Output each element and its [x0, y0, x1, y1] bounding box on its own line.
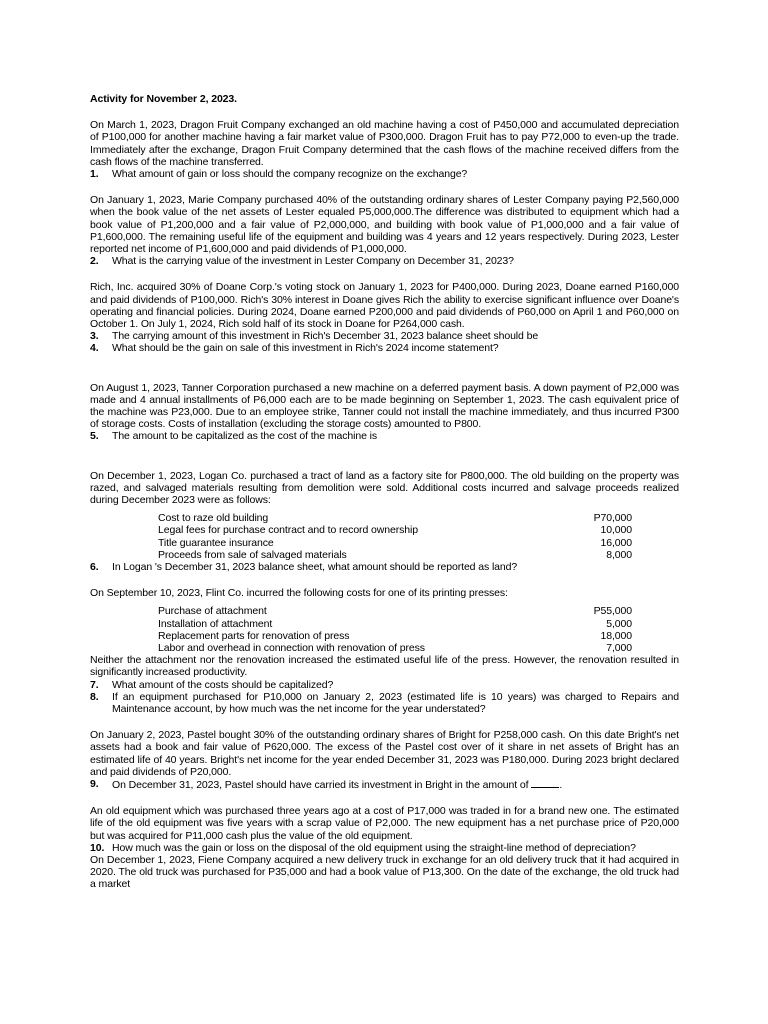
table-row	[158, 512, 632, 524]
question-text-wrap	[112, 778, 679, 791]
table-row	[158, 537, 632, 549]
question-number: 1.	[90, 168, 99, 181]
question-text: On December 31, 2023, Pastel should have carried its investment in Bright in the amount of	[112, 779, 529, 792]
problem-2-text: On January 1, 2023, Marie Company purchased 40% of the outstanding ordinary shares of Lester Company paying P2,560,000 when the book value of the net assets of Lester equaled P5,000,000.The difference was distributed to equipment which had a book value of P1,200,000 and a fair value of P2,000,000, and building with book value of P1,000,000 and a fair value of P1,600,000. The remaining useful life of the equipment and building was 4 years and 12 years respectively. During 2023, Lester reported net income of P1,600,000 and paid dividends of P1,000,000.	[90, 194, 679, 256]
question-text: What amount of gain or loss should the company recognize on the exchange?	[112, 168, 468, 181]
question-8	[90, 691, 679, 715]
question-number: 7.	[90, 678, 99, 691]
question-text: The carrying amount of this investment in Rich's December 31, 2023 balance sheet should be	[112, 330, 539, 343]
answer-blank	[531, 778, 559, 788]
question-10	[90, 842, 679, 854]
question-number: 6.	[90, 561, 99, 574]
problem-4-text: On August 1, 2023, Tanner Corporation purchased a new machine on a deferred payment basis. A down payment of P2,000 was made and 4 annual installments of P6,000 each are to be made beginning on September 1, 2023. The cash equivalent price of the machine was P23,000. Due to an employee strike, Tanner could not install the machine immediately, and thus incurred P300 of storage costs. Costs of installation (excluding the storage costs) amounted to P800.	[90, 381, 679, 431]
question-3	[90, 330, 679, 342]
table-row	[158, 524, 632, 536]
problem-1-text: On March 1, 2023, Dragon Fruit Company exchanged an old machine having a cost of P450,000 and accumulated depreciation of P100,000 for another machine having a fair market value of P300,000. Dragon Fruit has to pay P72,000 to even-up the trade. Immediately after the exchange, Dragon Fruit Company determined that the cash flows of the machine received differs from the cash flows of the machine transferred.	[90, 119, 679, 168]
question-9	[90, 778, 679, 791]
question-number: 10.	[90, 841, 105, 854]
row-amount: P55,000	[593, 605, 632, 618]
question-5	[90, 430, 679, 442]
row-amount: 5,000	[606, 617, 632, 630]
document-body	[90, 93, 679, 891]
table-row	[158, 642, 632, 654]
question-2	[90, 255, 679, 267]
activity-title: Activity for November 2, 2023.	[90, 93, 237, 105]
table-row	[158, 605, 632, 617]
table-row	[158, 549, 632, 561]
row-amount: 16,000	[600, 536, 632, 549]
question-number: 4.	[90, 342, 99, 355]
row-amount: 8,000	[606, 548, 632, 561]
press-cost-table	[158, 605, 632, 654]
question-1	[90, 168, 679, 180]
question-number: 2.	[90, 255, 99, 268]
row-amount: P70,000	[593, 512, 632, 525]
problem-11-text: On December 1, 2023, Fiene Company acquired a new delivery truck in exchange for an old delivery truck that it had acquired in 2020. The old truck was purchased for P35,000 and had a book value of P13,300. On the date of the exchange, the old truck had a market	[90, 854, 679, 891]
row-label: Title guarantee insurance	[158, 536, 274, 549]
question-suffix: .	[559, 779, 563, 792]
question-number: 9.	[90, 778, 99, 791]
row-amount: 7,000	[606, 642, 632, 654]
question-text: In Logan 's December 31, 2023 balance sheet, what amount should be reported as land?	[112, 561, 518, 574]
question-text: If an equipment purchased for P10,000 on January 2, 2023 (estimated life is 10 years) was charged to Repairs and Maintenance account, by how much was the net income for the year understated?	[112, 690, 679, 715]
row-amount: 10,000	[600, 524, 632, 537]
problem-5-text: On December 1, 2023, Logan Co. purchased a tract of land as a factory site for P800,000. The old building on the property was razed, and salvaged materials resulting from demolition were sold. Additional costs incurred and salvage proceeds realized during December 2023 were as follows:	[90, 469, 679, 507]
question-text: How much was the gain or loss on the disposal of the old equipment using the straight-line method of depreciation?	[112, 841, 636, 854]
row-label: Cost to raze old building	[158, 512, 269, 525]
row-label: Labor and overhead in connection with renovation of press	[158, 642, 425, 654]
question-6	[90, 561, 679, 573]
row-label: Legal fees for purchase contract and to record ownership	[158, 524, 418, 537]
problem-8-text: An old equipment which was purchased three years ago at a cost of P17,000 was traded in for a brand new one. The estimated life of the old equipment was five years with a scrap value of P2,000. The new equipment has a net purchase price of P20,000 but was acquired for P11,000 cash plus the value of the old equipment.	[90, 805, 679, 842]
row-amount: 18,000	[600, 629, 632, 642]
question-text: What should be the gain on sale of this investment in Rich's 2024 income statement?	[112, 342, 499, 355]
question-text: The amount to be capitalized as the cost of the machine is	[112, 430, 378, 443]
row-label: Purchase of attachment	[158, 605, 267, 618]
question-4	[90, 342, 679, 354]
question-text: What amount of the costs should be capitalized?	[112, 678, 334, 691]
row-label: Proceeds from sale of salvaged materials	[158, 548, 347, 561]
problem-6-text: On September 10, 2023, Flint Co. incurred the following costs for one of its printing presses:	[90, 587, 508, 600]
row-label: Installation of attachment	[158, 617, 273, 630]
problem-3-text: Rich, Inc. acquired 30% of Doane Corp.'s voting stock on January 1, 2023 for P400,000. During 2023, Doane earned P160,000 and paid dividends of P100,000. Rich's 30% interest in Doane gives Rich the ability to exercise significant influence over Doane's operating and financial policies. During 2024, Doane earned P200,000 and paid dividends of P60,000 on April 1 and P60,000 on October 1. On July 1, 2024, Rich sold half of its stock in Doane for P264,000 cash.	[90, 281, 679, 331]
problem-7-text: On January 2, 2023, Pastel bought 30% of the outstanding ordinary shares of Bright for P258,000 cash. On this date Bright's net assets had a book and fair value of P620,000. The excess of the Pastel cost over of it share in net assets of Bright has an estimated life of 40 years. Bright's net income for the year ended December 31, 2023 was P180,000. During 2023 bright declared and paid dividends of P20,000.	[90, 729, 679, 778]
land-cost-table	[158, 512, 632, 561]
question-7	[90, 679, 679, 691]
question-number: 5.	[90, 430, 99, 443]
table-row	[158, 630, 632, 642]
problem-6-note: Neither the attachment nor the renovation increased the estimated useful life of the press. However, the renovation resulted in significantly increased productivity.	[90, 654, 679, 679]
question-text: What is the carrying value of the investment in Lester Company on December 31, 2023?	[112, 255, 514, 268]
row-label: Replacement parts for renovation of press	[158, 629, 350, 642]
table-row	[158, 618, 632, 630]
question-number: 8.	[90, 690, 99, 703]
question-number: 3.	[90, 330, 99, 343]
